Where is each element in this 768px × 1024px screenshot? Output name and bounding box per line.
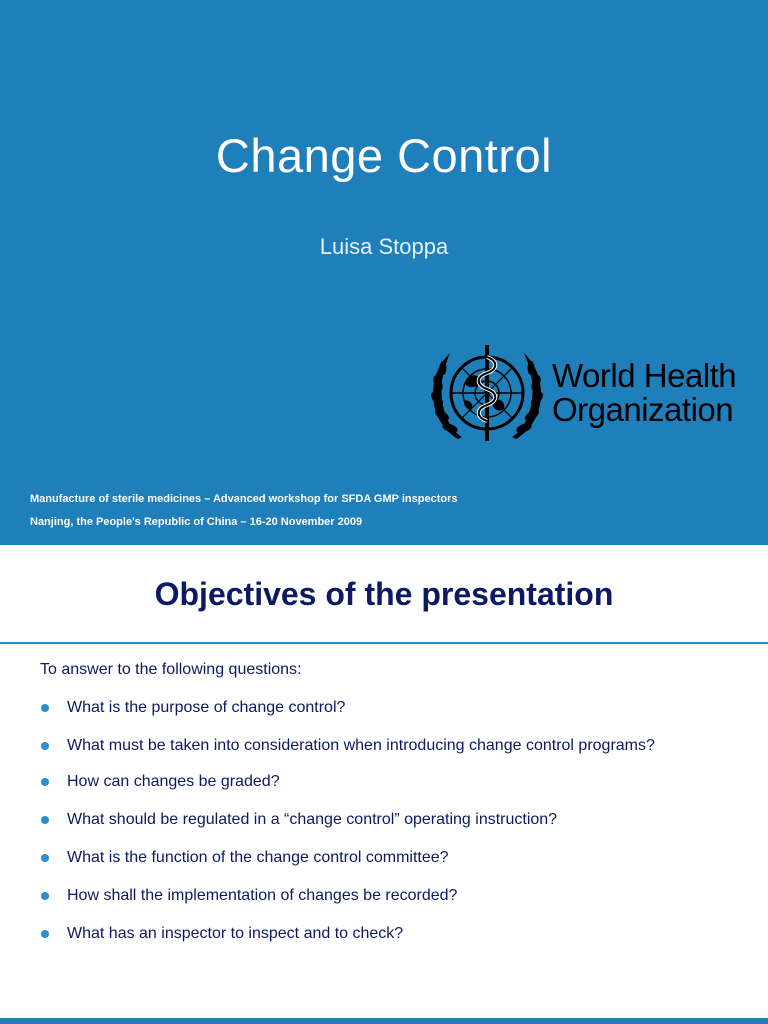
objectives-title: Objectives of the presentation bbox=[154, 576, 614, 612]
list-item bbox=[40, 848, 740, 868]
question-text: How shall the implementation of changes be recorded? bbox=[67, 887, 458, 904]
questions-list bbox=[40, 698, 740, 962]
bullet-icon bbox=[41, 778, 49, 786]
footer-location: Nanjing, the People's Republic of China – 16-20 November 2009 bbox=[30, 516, 363, 528]
bullet-icon bbox=[41, 854, 49, 862]
list-item bbox=[40, 772, 740, 792]
bullet-icon bbox=[41, 892, 49, 900]
list-item bbox=[40, 736, 740, 756]
list-item bbox=[40, 924, 740, 944]
bullet-icon bbox=[41, 930, 49, 938]
question-text: What has an inspector to inspect and to check? bbox=[67, 925, 404, 942]
title-divider bbox=[0, 642, 768, 644]
list-item bbox=[40, 698, 740, 718]
who-emblem-icon bbox=[428, 343, 546, 447]
list-item bbox=[40, 810, 740, 830]
who-logo bbox=[428, 343, 758, 453]
list-item bbox=[40, 886, 740, 906]
author-name: Luisa Stoppa bbox=[319, 234, 449, 259]
objectives-intro: To answer to the following questions: bbox=[40, 661, 302, 678]
who-wordmark-line2: Organization bbox=[552, 391, 734, 428]
question-text: What is the function of the change control committee? bbox=[67, 849, 449, 866]
objectives-slide bbox=[0, 545, 768, 1024]
bullet-icon bbox=[41, 704, 49, 712]
footer-workshop: Manufacture of sterile medicines – Advanced workshop for SFDA GMP inspectors bbox=[30, 493, 458, 505]
bottom-bar bbox=[0, 1018, 768, 1024]
question-text: How can changes be graded? bbox=[67, 773, 280, 790]
slide-title: Change Control bbox=[215, 129, 553, 182]
who-wordmark-line1: World Health bbox=[552, 357, 737, 394]
bullet-icon bbox=[41, 816, 49, 824]
question-text: What is the purpose of change control? bbox=[67, 699, 346, 716]
question-text: What should be regulated in a “change control” operating instruction? bbox=[67, 811, 558, 828]
question-text: What must be taken into consideration when introducing change control programs? bbox=[67, 737, 655, 754]
who-wordmark bbox=[552, 359, 736, 427]
bullet-icon bbox=[41, 742, 49, 750]
